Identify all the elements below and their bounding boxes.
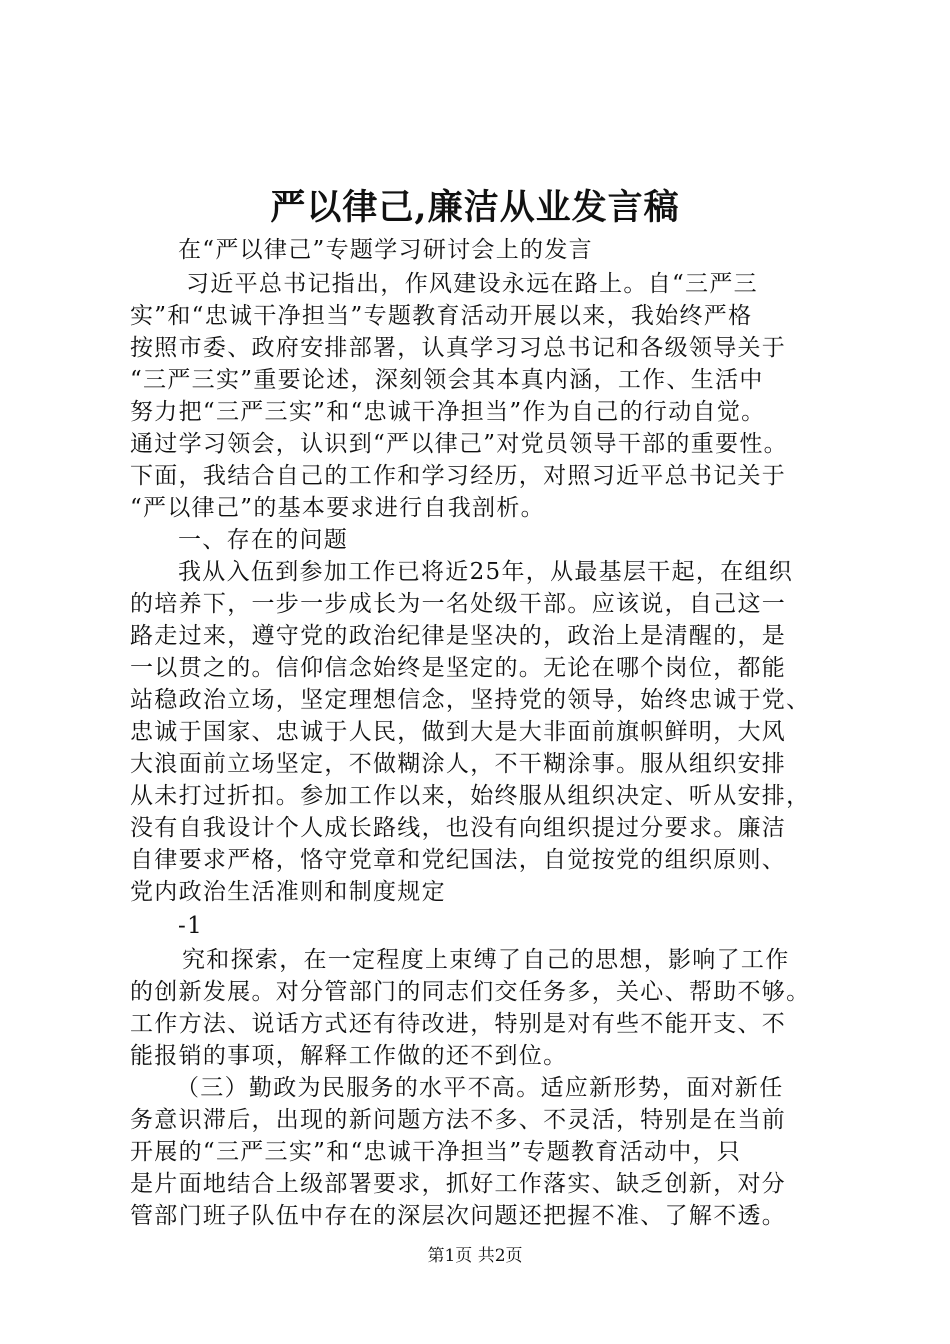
text-line: 的创新发展。对分管部门的同志们交任务多，关心、帮助不够。 [130,979,811,1005]
text-line: “三严三实”重要论述，深刻领会其本真内涵，工作、生活中 [130,367,764,393]
section-heading: （三）勤政为民服务的水平不高。适应新形势，面对新任 [176,1075,784,1101]
text-line: 党内政治生活准则和制度规定 [130,879,446,905]
text-line: 我从入伍到参加工作已将近25年，从最基层干起，在组织 [178,559,794,585]
text-line: 工作方法、说话方式还有待改进，特别是对有些不能开支、不 [130,1011,787,1037]
text-line: 路走过来，遵守党的政治纪律是坚决的，政治上是清醒的，是 [130,623,787,649]
page-number: 第1页 共2页 [427,1246,523,1266]
text-line: 务意识滞后，出现的新问题方法不多、不灵活，特别是在当前 [130,1107,787,1133]
text-line: 没有自我设计个人成长路线，也没有向组织提过分要求。廉洁 [130,815,787,841]
text-line: “严以律己”的基本要求进行自我剖析。 [130,495,545,521]
text-line: 站稳政治立场，坚定理想信念，坚持党的领导，始终忠诚于党、 [130,687,811,713]
text-line: 究和探索，在一定程度上束缚了自己的思想，影响了工作 [182,947,790,973]
text-line: 是片面地结合上级部署要求，抓好工作落实、缺乏创新，对分 [130,1171,787,1197]
text-line: 的培养下，一步一步成长为一名处级干部。应该说，自己这一 [130,591,787,617]
text-line: 大浪面前立场坚定，不做糊涂人，不干糊涂事。服从组织安排 [130,751,787,777]
page-marker: -1 [178,913,204,939]
text-line: 能报销的事项，解释工作做的还不到位。 [130,1043,568,1069]
section-heading: 一、存在的问题 [178,527,349,553]
text-line: 习近平总书记指出，作风建设永远在路上。自“三严三 [186,271,758,297]
text-line: 开展的“三严三实”和“忠诚干净担当”专题教育活动中，只 [130,1139,742,1165]
text-line: 管部门班子队伍中存在的深层次问题还把握不准、了解不透。 [130,1203,787,1229]
text-line: 实”和“忠诚干净担当”专题教育活动开展以来，我始终严格 [130,303,753,329]
text-line: 自律要求严格，恪守党章和党纪国法，自觉按党的组织原则、 [130,847,787,873]
text-line: 从未打过折扣。参加工作以来，始终服从组织决定、听从安排， [130,783,811,809]
text-line: 按照市委、政府安排部署，认真学习习总书记和各级领导关于 [130,335,787,361]
text-line: 通过学习领会，认识到“严以律己”对党员领导干部的重要性。 [130,431,788,457]
text-line: 在“严以律己”专题学习研讨会上的发言 [178,237,593,263]
text-line: 下面，我结合自己的工作和学习经历，对照习近平总书记关于 [130,463,787,489]
text-line: 忠诚于国家、忠诚于人民，做到大是大非面前旗帜鲜明，大风 [130,719,787,745]
document-title: 严以律己,廉洁从业发言稿 [270,187,680,228]
text-line: 努力把“三严三实”和“忠诚干净担当”作为自己的行动自觉。 [130,399,766,425]
text-line: 一以贯之的。信仰信念始终是坚定的。无论在哪个岗位，都能 [130,655,787,681]
